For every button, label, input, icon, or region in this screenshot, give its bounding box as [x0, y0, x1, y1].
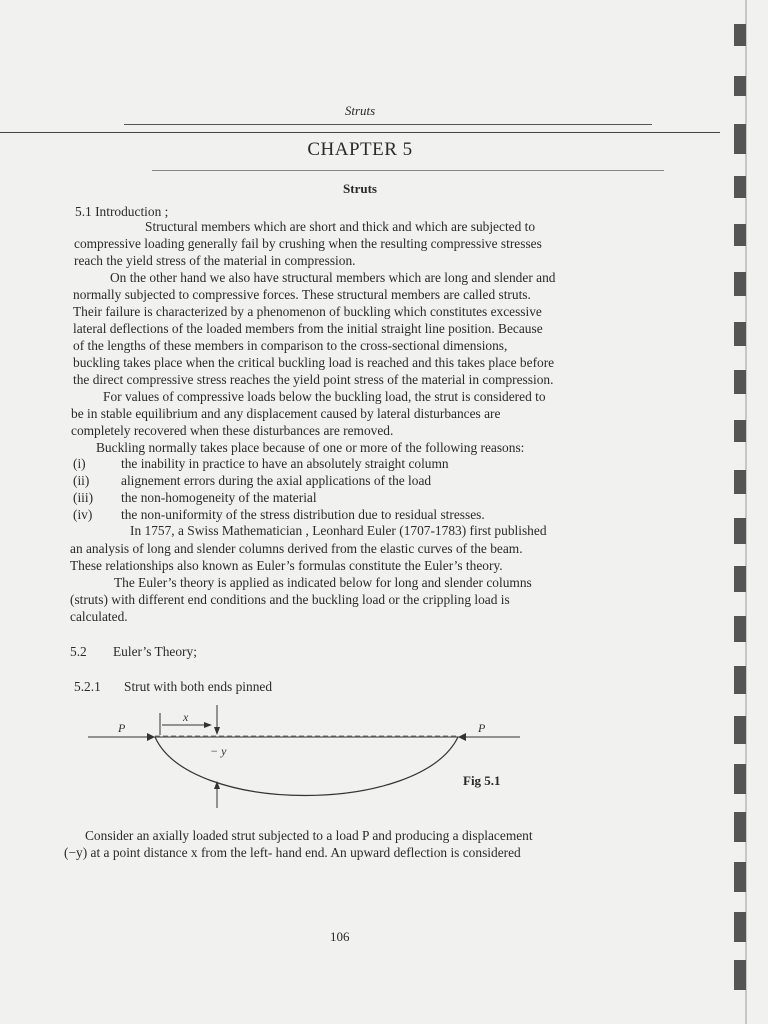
para5-line: In 1757, a Swiss Mathematician , Leonhard Euler (1707-1783) first published	[130, 523, 547, 538]
para2-line: the direct compressive stress reaches the yield point stress of the material in compression.	[73, 372, 554, 387]
para4-line: Buckling normally takes place because of one or more of the following reasons:	[96, 440, 525, 455]
load-arrow-right	[458, 733, 466, 741]
para1-line: compressive loading generally fail by crushing when the resulting compressive stresses	[74, 236, 542, 251]
reason-text: alignement errors during the axial applications of the load	[121, 473, 432, 488]
subsection-heading: Strut with both ends pinned	[124, 679, 273, 694]
strut-diagram	[80, 705, 530, 815]
para5-line: an analysis of long and slender columns derived from the elastic curves of the beam.	[70, 541, 523, 556]
figure-caption: Fig 5.1	[463, 773, 501, 788]
para1-line: reach the yield stress of the material in compression.	[74, 253, 356, 268]
label-p-right: P	[478, 721, 486, 735]
para2-line: lateral deflections of the loaded members from the initial straight line position. Because	[73, 321, 543, 336]
para7-line: Consider an axially loaded strut subjected to a load P and producing a displacement	[85, 828, 533, 843]
section-title: Struts	[343, 181, 377, 196]
para5-line: These relationships also known as Euler’s formulas constitute the Euler’s theory.	[70, 558, 503, 573]
para3-line: For values of compressive loads below the buckling load, the strut is considered to	[103, 389, 546, 404]
reason-number: (i)	[73, 456, 86, 471]
section-arrowhead-top	[214, 727, 220, 735]
reason-number: (iv)	[73, 507, 93, 522]
page-number: 106	[330, 929, 350, 944]
load-arrow-left	[147, 733, 155, 741]
para6-line: The Euler’s theory is applied as indicated below for long and slender columns	[114, 575, 532, 590]
para2-line: Their failure is characterized by a phenomenon of buckling which constitutes excessive	[73, 304, 542, 319]
subsection-number: 5.2.1	[74, 679, 101, 694]
para3-line: completely recovered when these disturbances are removed.	[71, 423, 394, 438]
para3-line: be in stable equilibrium and any displacement caused by lateral disturbances are	[71, 406, 501, 421]
reason-text: the non-uniformity of the stress distribution due to residual stresses.	[121, 507, 485, 522]
para2-line: On the other hand we also have structural members which are long and slender and	[110, 270, 556, 285]
para1-line: Structural members which are short and thick and which are subjected to	[145, 219, 536, 234]
intro-heading: 5.1 Introduction ;	[75, 204, 169, 219]
para7-line: (−y) at a point distance x from the left- hand end. An upward deflection is considered	[64, 845, 521, 860]
chapter-title: CHAPTER 5	[307, 139, 413, 160]
para2-line: normally subjected to compressive forces. These structural members are called struts.	[73, 287, 531, 302]
header-rule-long	[0, 132, 720, 133]
chapter-rule	[152, 170, 664, 171]
para2-line: of the lengths of these members in comparison to the cross-sectional dimensions,	[73, 338, 508, 353]
label-x: x	[183, 710, 189, 724]
header-rule	[124, 124, 652, 125]
label-y: − y	[210, 744, 227, 758]
para2-line: buckling takes place when the critical buckling load is reached and this takes place before	[73, 355, 555, 370]
x-arrowhead	[204, 722, 212, 728]
spiral-binding	[720, 0, 768, 1024]
label-p-left: P	[118, 721, 126, 735]
deflected-curve	[155, 737, 458, 796]
reason-number: (ii)	[73, 473, 90, 488]
para6-line: (struts) with different end conditions and the buckling load or the crippling load is	[70, 592, 510, 607]
section-number: 5.2	[70, 644, 87, 659]
running-title: Struts	[344, 103, 376, 118]
reason-text: the non-homogeneity of the material	[121, 490, 317, 505]
reason-text: the inability in practice to have an absolutely straight column	[121, 456, 449, 471]
para6-line: calculated.	[70, 609, 128, 624]
section-heading: Euler’s Theory;	[113, 644, 197, 659]
reason-number: (iii)	[73, 490, 94, 505]
